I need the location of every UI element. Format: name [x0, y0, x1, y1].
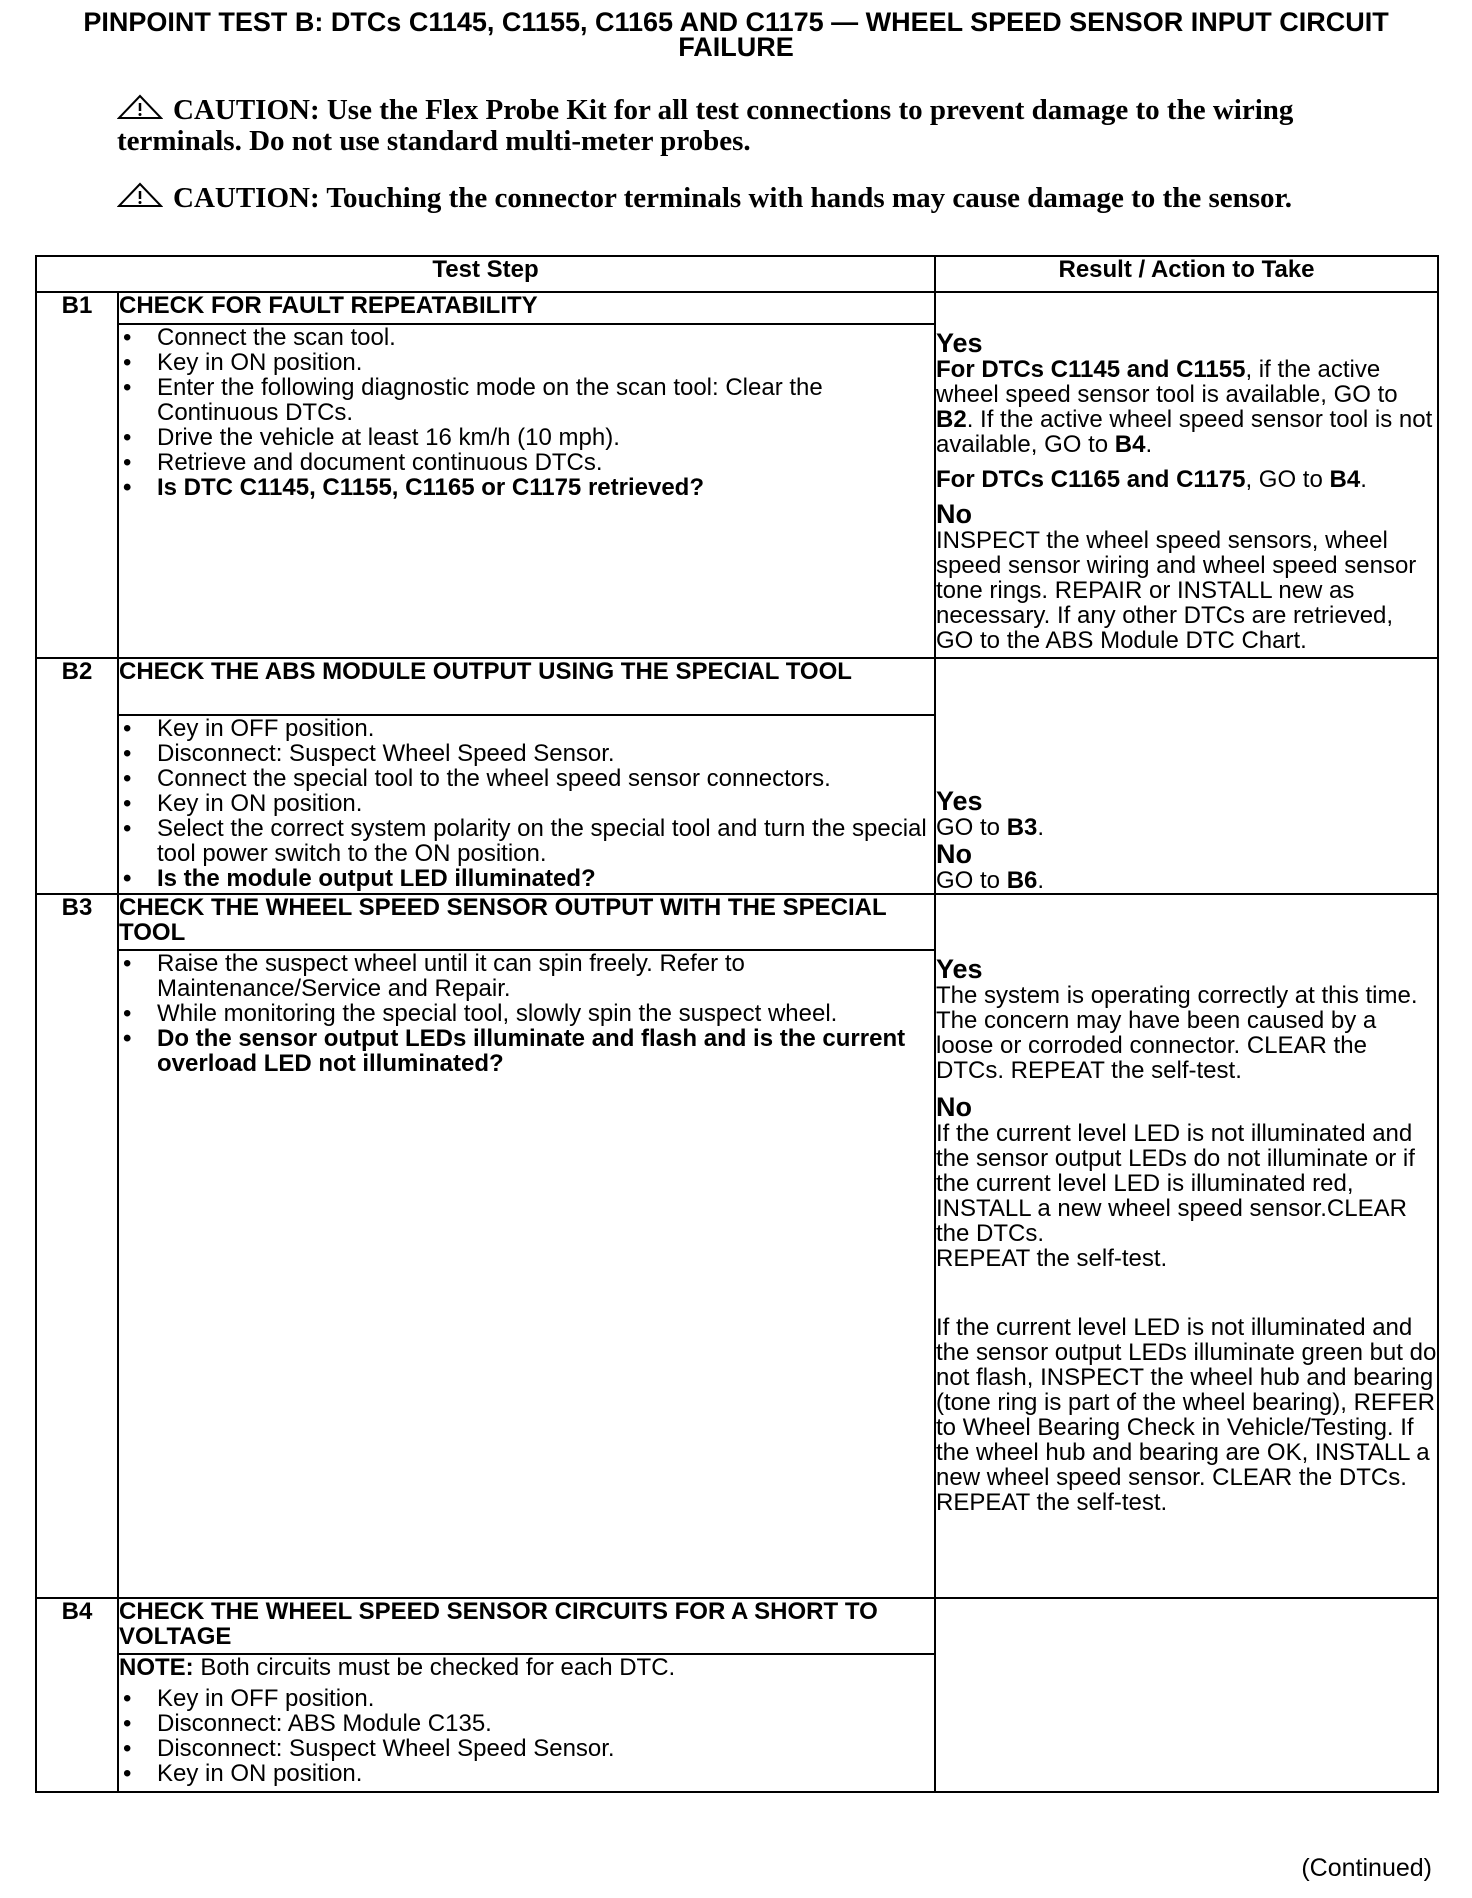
step-actions: [118, 715, 935, 894]
step-question: • Is the module output LED illuminated?: [119, 866, 934, 891]
result-text: For DTCs C1165 and C1175, GO to B4.: [936, 466, 1367, 493]
caution-touching-terminals: [117, 182, 1377, 214]
yes-label: Yes: [936, 328, 983, 358]
yes-label: Yes: [936, 954, 983, 984]
step-b2-title-row: [36, 658, 1438, 715]
no-label: No: [936, 839, 972, 869]
list-item: • Key in OFF position.: [119, 1686, 934, 1711]
yes-label: Yes: [936, 786, 983, 816]
step-id: B4: [36, 1598, 118, 1792]
caution-flex-probe: [117, 94, 1377, 157]
list-item: • Connect the special tool to the wheel speed sensor connectors.: [119, 766, 934, 791]
no-label: No: [936, 1092, 972, 1122]
list-item: • Enter the following diagnostic mode on the scan tool: Clear the Continuous DTCs.: [119, 375, 934, 425]
step-id: B3: [36, 894, 118, 1598]
table-header-row: [36, 256, 1438, 292]
step-id: B1: [36, 292, 118, 658]
step-title: CHECK THE WHEEL SPEED SENSOR OUTPUT WITH THE SPECIAL TOOL: [118, 894, 935, 950]
step-actions: [118, 324, 935, 658]
result-text: GO to B6.: [936, 867, 1045, 894]
step-b1-result: [935, 292, 1438, 658]
step-b2-result: [935, 658, 1438, 894]
pinpoint-test-table: [35, 255, 1439, 1793]
caution-text: CAUTION: Touching the connector terminals with hands may cause damage to the sensor.: [173, 182, 1292, 214]
list-item: • Key in ON position.: [119, 1761, 934, 1786]
list-item: • Connect the scan tool.: [119, 325, 934, 350]
list-item: • Key in OFF position.: [119, 716, 934, 741]
list-item: • Drive the vehicle at least 16 km/h (10 mph).: [119, 425, 934, 450]
step-b3-title-row: [36, 894, 1438, 950]
list-item: • Disconnect: ABS Module C135.: [119, 1711, 934, 1736]
result-text: If the current level LED is not illuminated and the sensor output LEDs illuminate green but do not flash, INSPECT the wheel hub and bearing (tone ring is part of the wheel bearing), REFER to Wheel Bearing Check in Vehicle/Testing. If the wheel hub and bearing are OK, INSTALL a new wheel speed sensor. CLEAR the DTCs. REPEAT the self-test.: [936, 1314, 1437, 1516]
result-text: For DTCs C1145 and C1155, if the active wheel speed sensor tool is available, GO to B2. If the active wheel speed sensor tool is not available, GO to B4.: [936, 356, 1433, 458]
list-item: • Disconnect: Suspect Wheel Speed Sensor.: [119, 1736, 934, 1761]
caution-text: CAUTION: Use the Flex Probe Kit for all test connections to prevent damage to the wiring terminals. Do not use standard multi-meter probes.: [117, 94, 1294, 157]
result-text: GO to B3.: [936, 814, 1045, 841]
no-label: No: [936, 499, 972, 529]
result-text: If the current level LED is not illuminated and the sensor output LEDs do not illuminate or if the current level LED is illuminated red, INSTALL a new wheel speed sensor.CLEAR the DTCs.: [936, 1120, 1415, 1247]
step-title: CHECK THE WHEEL SPEED SENSOR CIRCUITS FOR A SHORT TO VOLTAGE: [118, 1598, 935, 1654]
list-item: • Raise the suspect wheel until it can spin freely. Refer to Maintenance/Service and Repair.: [119, 951, 934, 1001]
warning-triangle-icon: [117, 94, 163, 120]
step-b4-result: [935, 1598, 1438, 1792]
list-item: • Disconnect: Suspect Wheel Speed Sensor.: [119, 741, 934, 766]
warning-triangle-icon: [117, 182, 163, 208]
page-title: PINPOINT TEST B: DTCs C1145, C1155, C1165 AND C1175 — WHEEL SPEED SENSOR INPUT CIRCUIT FAILURE: [83, 7, 1389, 62]
step-question: • Do the sensor output LEDs illuminate and flash and is the current overload LED not illuminated?: [119, 1026, 934, 1076]
continued-label: (Continued): [1301, 1854, 1432, 1882]
result-text: The system is operating correctly at this time. The concern may have been caused by a loose or corroded connector. CLEAR the DTCs. REPEAT the self-test.: [936, 982, 1418, 1084]
step-b1-title-row: [36, 292, 1438, 324]
list-item: • Key in ON position.: [119, 791, 934, 816]
result-text: REPEAT the self-test.: [936, 1245, 1168, 1272]
header-result-action: Result / Action to Take: [935, 256, 1438, 292]
step-actions: [118, 1654, 935, 1792]
list-item: • Key in ON position.: [119, 350, 934, 375]
header-test-step: Test Step: [36, 256, 935, 292]
step-title: CHECK THE ABS MODULE OUTPUT USING THE SPECIAL TOOL: [118, 658, 935, 715]
step-b4-title-row: [36, 1598, 1438, 1654]
step-note: NOTE: Both circuits must be checked for each DTC.: [119, 1654, 676, 1681]
step-b3-result: [935, 894, 1438, 1598]
step-id: B2: [36, 658, 118, 894]
step-actions: [118, 950, 935, 1598]
step-question: • Is DTC C1145, C1155, C1165 or C1175 retrieved?: [119, 475, 934, 500]
list-item: • While monitoring the special tool, slowly spin the suspect wheel.: [119, 1001, 934, 1026]
result-text: INSPECT the wheel speed sensors, wheel speed sensor wiring and wheel speed sensor tone rings. REPAIR or INSTALL new as necessary. If any other DTCs are retrieved, GO to the ABS Module DTC Chart.: [936, 527, 1417, 654]
step-title: CHECK FOR FAULT REPEATABILITY: [118, 292, 935, 324]
list-item: • Retrieve and document continuous DTCs.: [119, 450, 934, 475]
list-item: • Select the correct system polarity on the special tool and turn the special tool power switch to the ON position.: [119, 816, 934, 866]
